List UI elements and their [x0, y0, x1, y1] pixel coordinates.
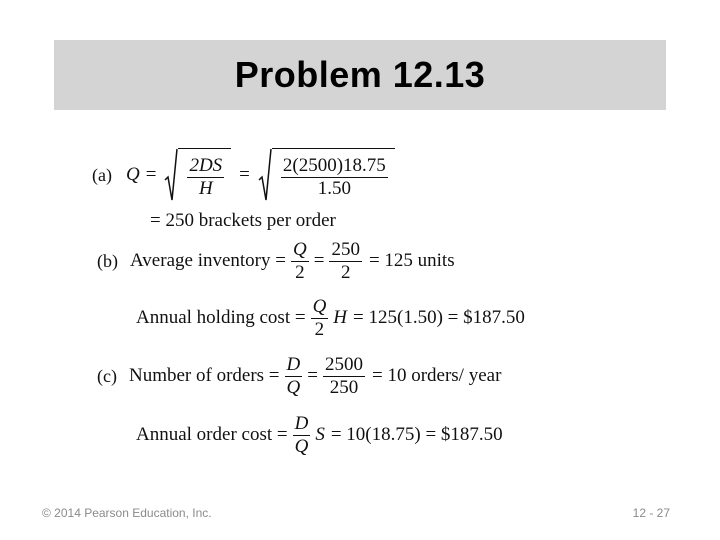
- fraction-d-over-q: [285, 355, 303, 398]
- denominator: 2: [295, 261, 305, 283]
- copyright-notice: © 2014 Pearson Education, Inc.: [42, 506, 212, 520]
- fraction-q-over-2: [311, 297, 329, 340]
- radical-sign-icon: [164, 148, 178, 202]
- numerator: 2DS: [189, 154, 223, 176]
- annual-order-cost-result: = 10(18.75) = $187.50: [330, 424, 503, 446]
- fraction-d-over-q: [293, 414, 311, 457]
- sqrt-2ds-over-h: [164, 148, 231, 202]
- annual-holding-cost-label: Annual holding cost =: [136, 307, 306, 329]
- sqrt-numeric: [258, 148, 395, 202]
- part-b-label: (b): [97, 250, 118, 271]
- denominator: 250: [329, 376, 359, 398]
- part-c-row-1: [97, 355, 501, 398]
- slide-title: Problem 12.13: [234, 54, 486, 95]
- denominator: 2: [314, 318, 325, 340]
- fraction-250-over-2: [329, 240, 362, 283]
- title-bar: [54, 40, 666, 110]
- number-of-orders-label: Number of orders =: [128, 365, 280, 387]
- equals-sign: =: [307, 365, 318, 387]
- number-of-orders-result: = 10 orders/ year: [371, 365, 502, 387]
- average-inventory-result: = 125 units: [368, 250, 455, 272]
- numerator: 2500: [324, 354, 363, 375]
- part-c-label: (c): [97, 365, 117, 386]
- part-c-row-2: [136, 414, 503, 457]
- numerator: D: [286, 354, 301, 375]
- numerator: Q: [292, 239, 307, 260]
- fraction-2500-over-250: [323, 355, 365, 398]
- part-a-label: (a): [92, 164, 112, 185]
- radical-sign-icon: [258, 148, 272, 202]
- numerator: Q: [312, 296, 327, 317]
- part-b-row-1: [97, 240, 455, 283]
- s-symbol: S: [315, 424, 325, 446]
- part-b-row-2: [136, 297, 525, 340]
- fraction-numeric: [281, 156, 388, 199]
- denominator: 1.50: [317, 177, 351, 199]
- annual-holding-cost-result: = 125(1.50) = $187.50: [353, 307, 525, 329]
- denominator: 2: [340, 261, 351, 283]
- part-a-row-1: [92, 148, 397, 202]
- annual-order-cost-label: Annual order cost =: [136, 424, 288, 446]
- denominator: Q: [294, 435, 309, 457]
- average-inventory-label: Average inventory =: [130, 250, 286, 272]
- fraction-2ds-h: [187, 156, 224, 199]
- numerator: D: [294, 413, 309, 434]
- denominator: H: [198, 177, 213, 199]
- equals-sign: =: [313, 250, 325, 272]
- page-number: 12 - 27: [632, 506, 670, 520]
- equals-sign: =: [239, 164, 250, 185]
- denominator: Q: [286, 376, 301, 398]
- part-a-result: = 250 brackets per order: [150, 210, 336, 231]
- h-symbol: H: [333, 307, 348, 329]
- fraction-q-over-2: [291, 240, 309, 283]
- part-a-row-2: [150, 210, 336, 232]
- equals-sign: =: [145, 164, 157, 185]
- numerator: 250: [331, 239, 360, 260]
- q-symbol: Q: [125, 164, 140, 185]
- numerator: 2(2500)18.75: [282, 154, 386, 176]
